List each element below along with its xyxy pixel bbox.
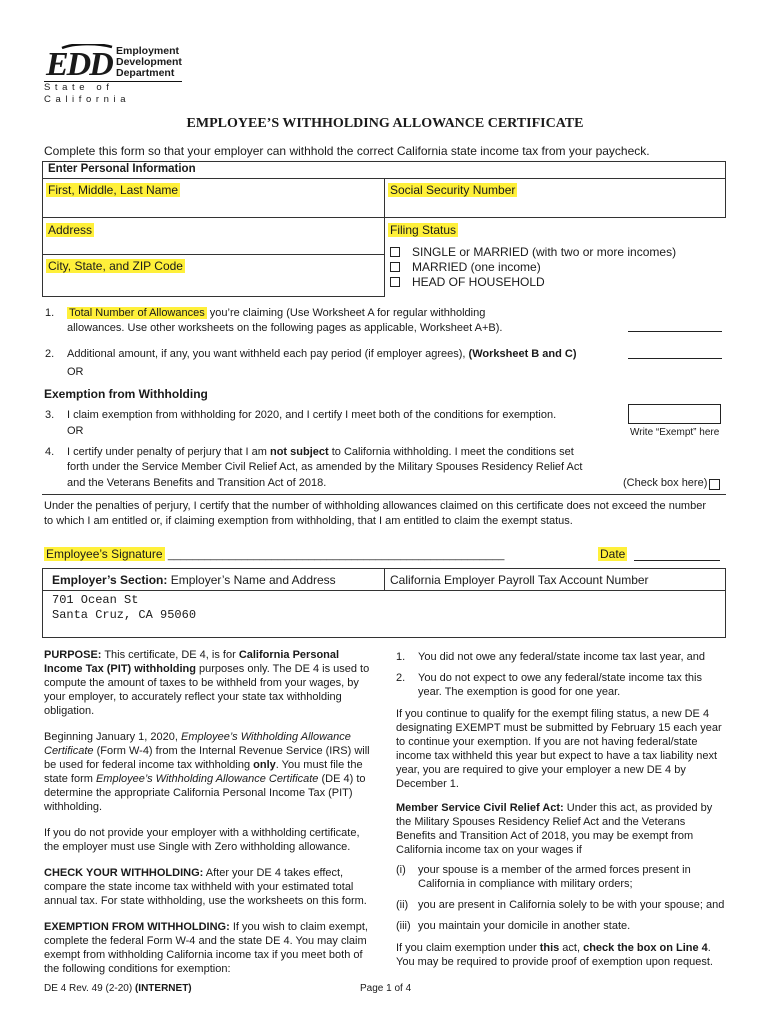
msc-heading: Member Service Civil Relief Act: xyxy=(396,802,564,814)
employer-section-rest: Employer’s Name and Address xyxy=(167,573,336,587)
line-2-amount-input[interactable] xyxy=(628,358,722,359)
exemption-bottom-rule xyxy=(42,494,726,495)
condition-ii xyxy=(396,898,726,912)
check-box-here-label: (Check box here) xyxy=(623,477,708,489)
payroll-tax-label: California Employer Payroll Tax Account Number xyxy=(390,573,649,587)
page-number: Page 1 of 4 xyxy=(360,983,412,994)
ssn-label: Social Security Number xyxy=(390,183,516,197)
line-4-checkbox[interactable] xyxy=(709,479,720,490)
condition-2-text: You do not expect to owe any federal/state income tax this year. The exemption is good for one year. xyxy=(418,672,702,698)
form-title: EMPLOYEE’S WITHHOLDING ALLOWANCE CERTIFICATE xyxy=(186,116,584,131)
edd-state: State of California xyxy=(44,82,131,105)
condition-i-text: your spouse is a member of the armed forces present in California in compliance with military orders; xyxy=(418,864,691,890)
address-underline xyxy=(42,254,384,255)
purpose-text-2: purposes only. The DE 4 is used to compute the amount of taxes to be withheld from your wages, by your employer, to accurately reflect your state tax withholding obligation. xyxy=(44,663,370,717)
claim-text-3: . xyxy=(707,942,711,954)
line-4-a2: to California withholding. I meet the conditions set xyxy=(328,446,574,458)
line-1-label: Total Number of Allowances xyxy=(69,307,205,319)
signature-row[interactable] xyxy=(44,547,504,561)
edd-line-1: Employment xyxy=(116,45,180,57)
line-2-text xyxy=(67,348,577,360)
signature-label: Employee’s Signature xyxy=(46,547,163,561)
condition-2 xyxy=(396,671,726,699)
exemption-header: Exemption from Withholding xyxy=(44,387,208,401)
personal-header: Enter Personal Information xyxy=(48,163,196,175)
exempt-write-box[interactable] xyxy=(628,404,721,424)
beginning-paragraph xyxy=(44,730,374,814)
line-4-number: 4. xyxy=(45,446,55,458)
line-4-text-c: and the Veterans Benefits and Transition Act of 2018. xyxy=(67,477,327,489)
begin-text-1: Beginning January 1, 2020, xyxy=(44,731,181,743)
line-2-number: 2. xyxy=(45,348,55,360)
employer-section-label xyxy=(52,573,336,587)
signature-line: _______________________________________________________ xyxy=(167,549,505,561)
address-label: Address xyxy=(48,223,93,237)
exemption-withholding-heading: EXEMPTION FROM WITHHOLDING: xyxy=(44,921,230,933)
condition-iii-number: (iii) xyxy=(396,920,411,932)
filing-single-label: SINGLE or MARRIED (with two or more incomes) xyxy=(412,245,677,259)
ssn-field[interactable] xyxy=(388,183,722,213)
filing-married-checkbox[interactable] xyxy=(390,262,400,272)
edd-line-3: Department xyxy=(116,67,175,79)
form-id-internet: (INTERNET) xyxy=(134,983,192,994)
line-1-text-b: allowances. Use other worksheets on the following pages as applicable, Worksheet A+B). xyxy=(67,322,503,334)
line-1-text xyxy=(67,307,485,319)
condition-1 xyxy=(396,650,726,664)
begin-only: only xyxy=(253,759,276,771)
line-4-not-subject: not subject xyxy=(269,446,329,458)
filing-married-label: MARRIED (one income) xyxy=(412,260,541,274)
personal-right-border xyxy=(725,161,726,217)
claim-check-box: check the box on Line 4 xyxy=(583,942,708,954)
check-withholding-paragraph xyxy=(44,866,374,908)
exemption-withholding-text: If you wish to claim exempt, complete the federal Form W-4 and the state DE 4. You may claim exempt from withholding California income tax if you meet both of the following conditions for exemption: xyxy=(44,921,368,975)
if-not-paragraph: If you do not provide your employer with a withholding certificate, the employer must use Single with Zero withholding allowance. xyxy=(44,827,360,853)
filing-hoh-checkbox[interactable] xyxy=(390,277,400,287)
purpose-heading: PURPOSE: xyxy=(44,649,102,661)
purpose-bold: California Personal Income Tax (PIT) withholding xyxy=(44,649,340,675)
line-3-or: OR xyxy=(67,425,84,437)
filing-status-label: Filing Status xyxy=(390,223,457,237)
name-label: First, Middle, Last Name xyxy=(48,183,179,197)
address-field[interactable] xyxy=(46,223,380,251)
date-input-line[interactable] xyxy=(634,560,720,561)
condition-1-number: 1. xyxy=(396,651,406,663)
date-field[interactable] xyxy=(598,547,627,561)
penalties-text-a: Under the penalties of perjury, I certify that the number of withholding allowances claimed on this certificate does not exceed the number xyxy=(44,500,706,512)
condition-ii-number: (ii) xyxy=(396,899,409,911)
employer-address-line-1[interactable]: 701 Ocean St xyxy=(52,593,139,607)
edd-logo xyxy=(44,44,184,105)
claim-text-2: act, xyxy=(559,942,584,954)
line-2-text-bold: (Worksheet B and C) xyxy=(468,348,577,360)
form-id-text: DE 4 Rev. 49 (2-20) xyxy=(44,983,135,994)
line-4-text-a xyxy=(67,446,574,458)
write-exempt-caption: Write “Exempt” here xyxy=(630,427,720,438)
intro-text: Complete this form so that your employer can withhold the correct California state income tax from your paycheck. xyxy=(44,144,650,158)
condition-i-number: (i) xyxy=(396,864,406,876)
personal-top-rule xyxy=(42,161,726,162)
employer-address-line-2[interactable]: Santa Cruz, CA 95060 xyxy=(52,608,197,622)
claim-paragraph xyxy=(396,941,726,955)
employer-section-bold: Employer’s Section: xyxy=(52,573,168,587)
filing-single-checkbox[interactable] xyxy=(390,247,400,257)
check-withholding-text: After your DE 4 takes effect, compare the state income tax withheld with your estimated total annual tax. For state withholding, use the worksheets on this form. xyxy=(44,867,367,907)
employer-header-rule xyxy=(42,590,726,591)
city-label: City, State, and ZIP Code xyxy=(48,259,183,273)
personal-mid-divider xyxy=(384,178,385,296)
personal-row-rule xyxy=(42,217,726,218)
edd-letters: EDD xyxy=(46,46,112,83)
proof-paragraph: You may be required to provide proof of exemption upon request. xyxy=(396,956,713,968)
name-field[interactable] xyxy=(46,183,380,213)
line-4-text-b: forth under the Service Member Civil Relief Act, as amended by the Military Spouses Residency Relief Act xyxy=(67,461,583,473)
personal-bottom-rule xyxy=(42,296,385,297)
claim-this: this xyxy=(539,942,560,954)
line-1-text-a: you’re claiming (Use Worksheet A for regular withholding xyxy=(206,307,486,319)
line-3-text: I claim exemption from withholding for 2020, and I certify I meet both of the conditions for exemption. xyxy=(67,409,557,421)
continue-paragraph: If you continue to qualify for the exempt filing status, a new DE 4 designating EXEMPT must be submitted by February 15 each year to continue your exemption. If you are not having federal/state income tax withheld this year but expect to have a tax liability next year, you are required to give your employer a new DE 4 by December 1. xyxy=(396,708,722,790)
line-2-text-main: Additional amount, if any, you want withheld each pay period (if employer agrees), xyxy=(67,348,469,360)
condition-iii xyxy=(396,919,726,933)
purpose-text-1: This certificate, DE 4, is for xyxy=(101,649,239,661)
condition-iii-text: you maintain your domicile in another state. xyxy=(418,920,631,932)
line-2-or: OR xyxy=(67,366,84,378)
begin-italic-1: Employee’s Withholding Allowance Certificate xyxy=(44,731,351,757)
employer-divider xyxy=(384,568,385,590)
filing-status-label-wrap xyxy=(388,223,458,237)
msc-paragraph xyxy=(396,801,726,857)
penalties-text-b: to which I am entitled or, if claiming exemption from withholding, that I am entitled to claim the exempt status. xyxy=(44,515,573,527)
check-withholding-heading: CHECK YOUR WITHHOLDING: xyxy=(44,867,204,879)
begin-italic-2: Employee’s Withholding Allowance Certificate xyxy=(95,773,319,785)
filing-hoh-label: HEAD OF HOUSEHOLD xyxy=(412,275,545,289)
condition-i xyxy=(396,863,726,891)
personal-left-border xyxy=(42,161,43,297)
line-3-number: 3. xyxy=(45,409,55,421)
condition-2-number: 2. xyxy=(396,672,406,684)
line-4-a1: I certify under penalty of perjury that I am xyxy=(67,446,270,458)
instructions-left-column xyxy=(44,648,374,976)
begin-text-3: . You must file the state form xyxy=(44,759,363,785)
edd-line-2: Development xyxy=(116,56,182,68)
purpose-paragraph xyxy=(44,648,374,718)
city-field[interactable] xyxy=(46,259,380,293)
form-id xyxy=(44,983,192,994)
begin-text-4: (DE 4) to determine the appropriate California Personal Income Tax (PIT) withholding. xyxy=(44,773,366,813)
condition-ii-text: you are present in California solely to be with your spouse; and xyxy=(418,899,725,911)
line-1-allowances-input[interactable] xyxy=(628,331,722,332)
condition-1-text: You did not owe any federal/state income tax last year, and xyxy=(418,651,705,663)
date-label: Date xyxy=(600,547,626,561)
begin-text-2: (Form W-4) from the Internal Revenue Service (IRS) will be used for federal income tax withholding xyxy=(44,745,370,771)
instructions-right-column xyxy=(396,650,726,969)
msc-text: Under this act, as provided by the Military Spouses Residency Relief Act and the Veterans Benefits and Transition Act of 2018, you may be exempt from California income tax on your wages if xyxy=(396,802,713,856)
line-1-number: 1. xyxy=(45,307,55,319)
claim-text-1: If you claim exemption under xyxy=(396,942,540,954)
exemption-withholding-paragraph xyxy=(44,920,374,976)
